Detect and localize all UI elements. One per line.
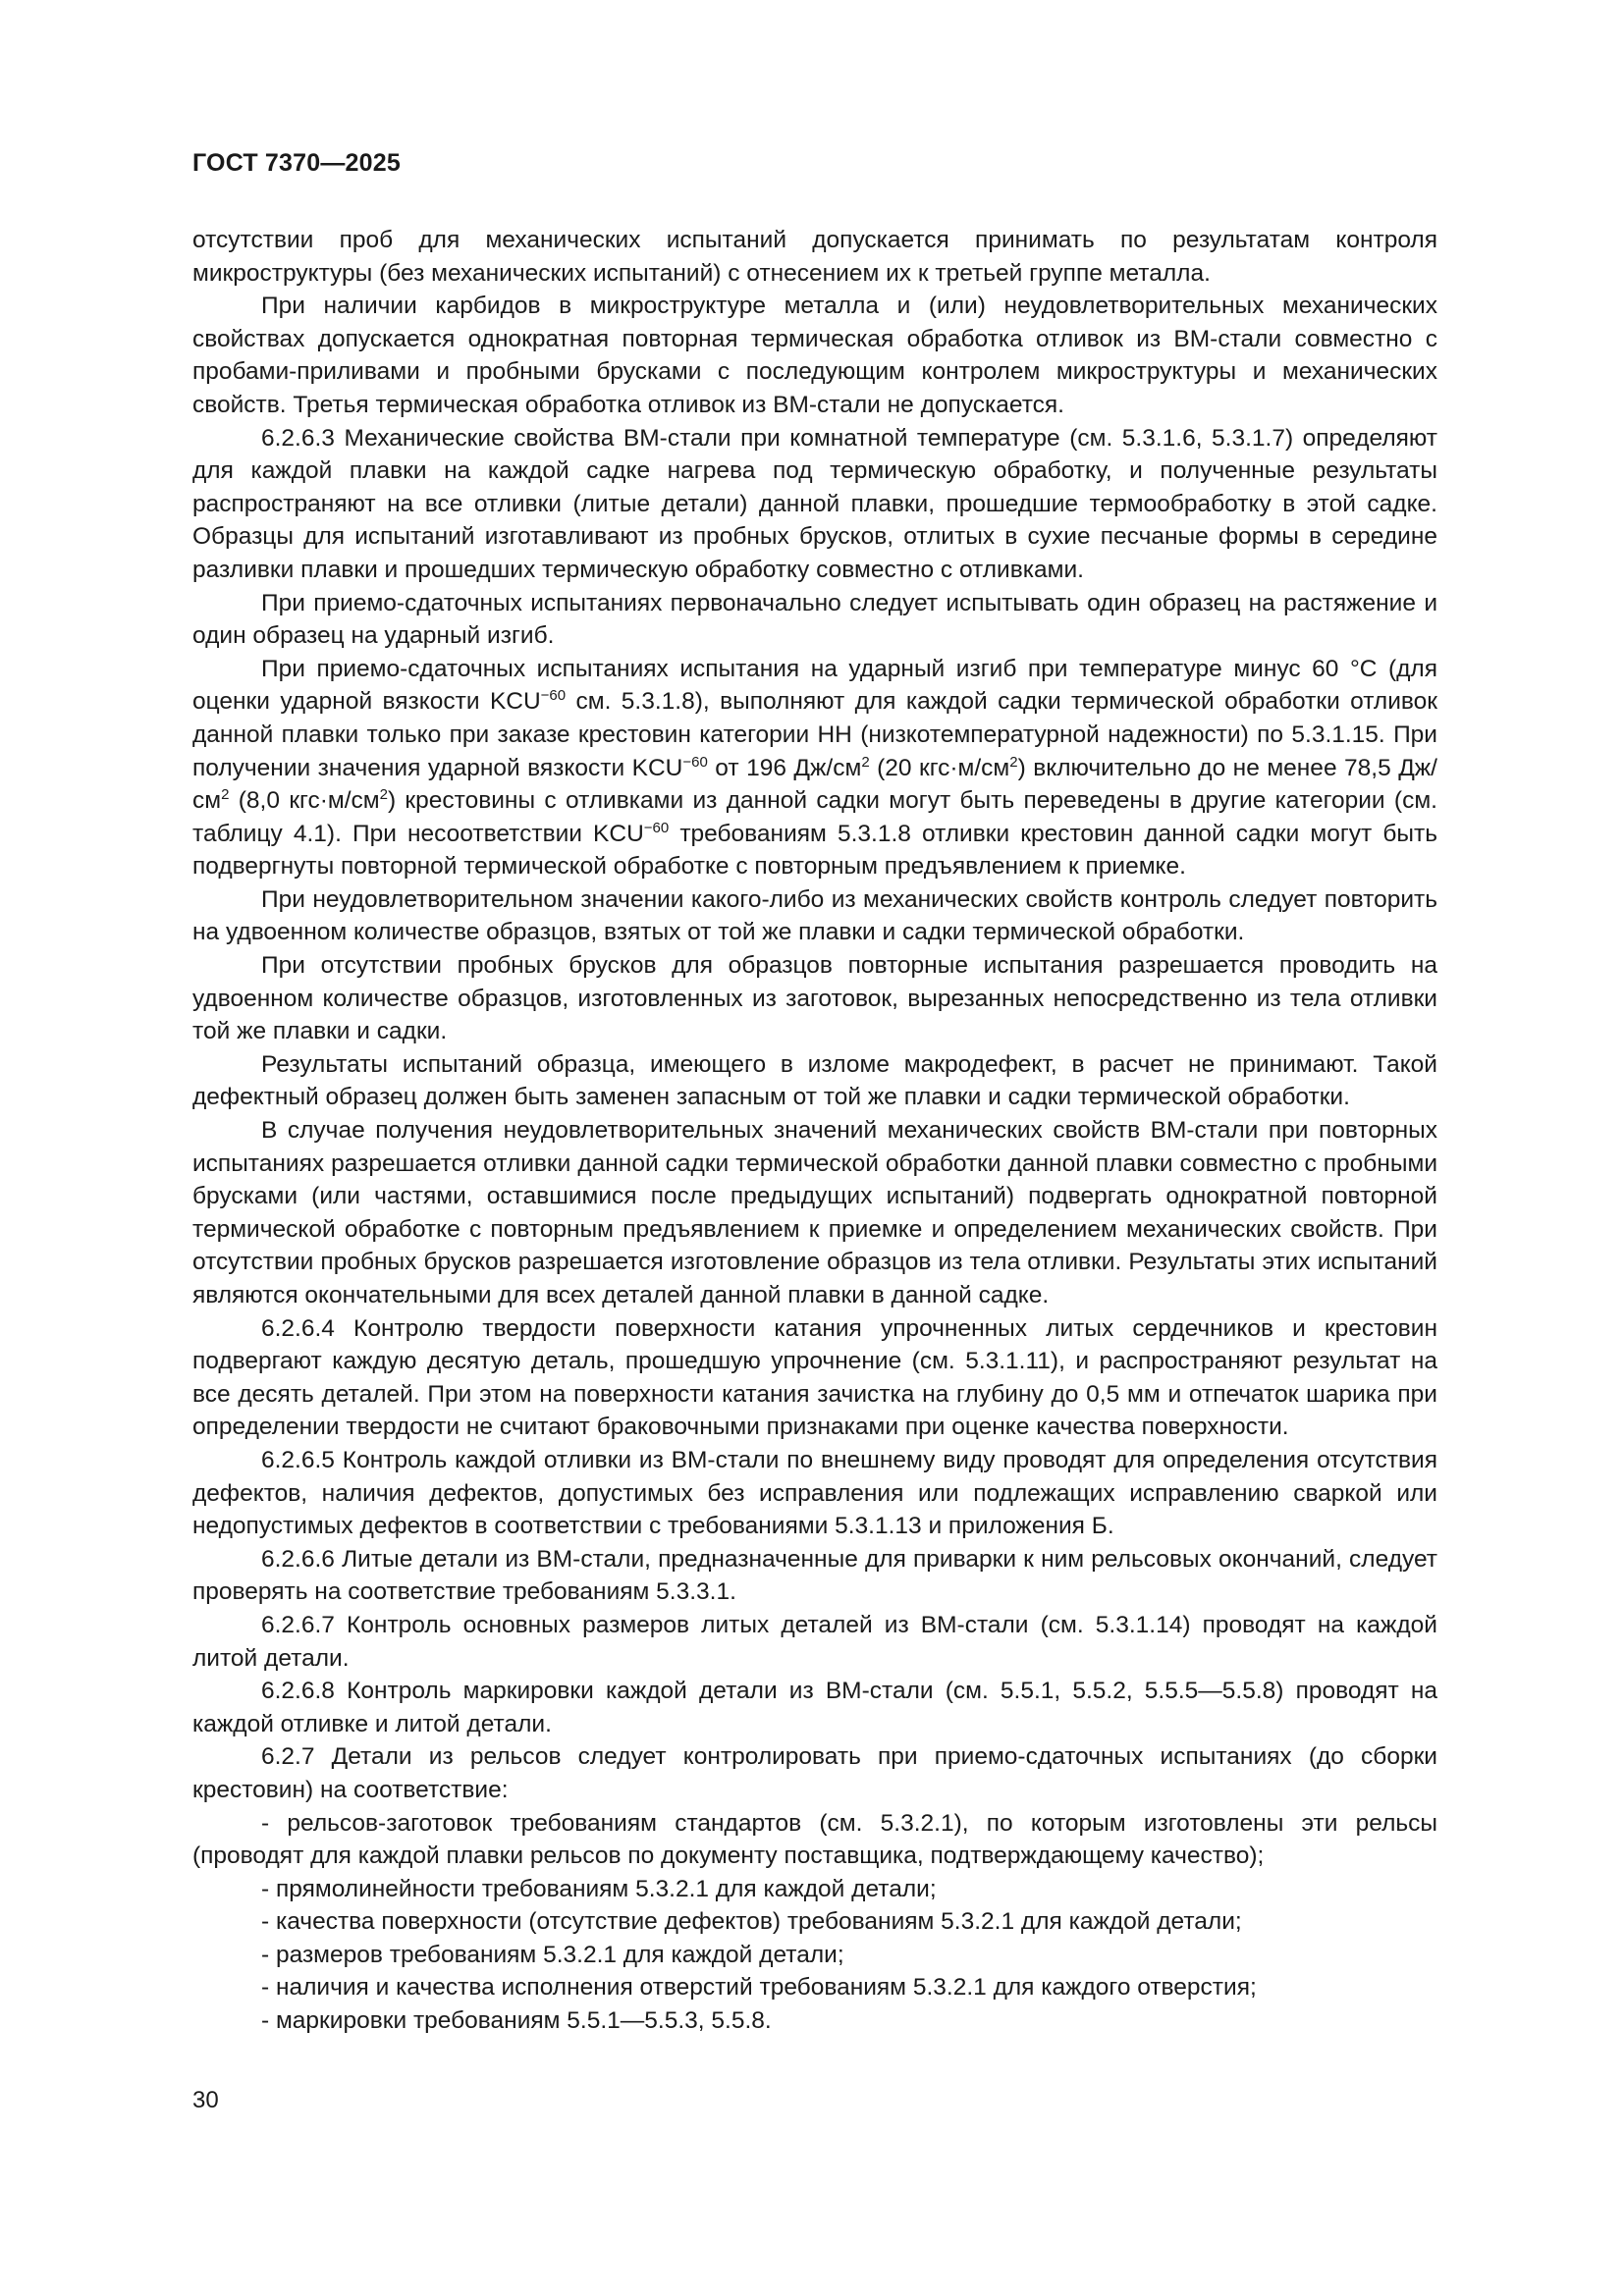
list-item: - качества поверхности (отсутствие дефектов) требованиям 5.3.2.1 для каждой детали; bbox=[261, 1908, 1242, 1936]
paragraph-6-2-6-4: 6.2.6.4 Контролю твердости поверхности катания упрочненных литых сердечников и крестовин подвергают каждую десятую деталь, прошедшую упрочнение (см. 5.3.1.11), и распространяют результат на все десять деталей. При этом на поверхности катания зачистка на глубину до 0,5 мм и отпечаток шарика при определении твердости не считают браковочными признаками при оценке качества поверхности. bbox=[192, 1314, 1437, 1441]
paragraph: При неудовлетворительном значении какого-либо из механических свойств контроль следует повторить на удвоенном количестве образцов, взятых от той же плавки и садки термической обработки. bbox=[192, 885, 1437, 946]
paragraph-6-2-6-6: 6.2.6.6 Литые детали из ВМ-стали, предназначенные для приварки к ним рельсовых окончаний, следует проверять на соответствие требованиям 5.3.3.1. bbox=[192, 1545, 1437, 1606]
paragraph-6-2-7: 6.2.7 Детали из рельсов следует контролировать при приемо-сдаточных испытаниях (до сборки крестовин) на соответствие: bbox=[192, 1743, 1437, 1803]
paragraph-6-2-6-5: 6.2.6.5 Контроль каждой отливки из ВМ-стали по внешнему виду проводят для определения отсутствия дефектов, наличия дефектов, допустимых без исправления или подлежащих исправлению сваркой или недопустимых дефектов в соответствии с требованиями 5.3.1.13 и приложения Б. bbox=[192, 1446, 1437, 1540]
list-item: - размеров требованиям 5.3.2.1 для каждой детали; bbox=[261, 1941, 844, 1968]
document-header: ГОСТ 7370—2025 bbox=[192, 149, 401, 177]
list-item: - маркировки требованиям 5.5.1—5.5.3, 5.5.8. bbox=[261, 2007, 772, 2035]
paragraph: При отсутствии пробных брусков для образцов повторные испытания разрешается проводить на удвоенном количестве образцов, изготовленных из заготовок, вырезанных непосредственно из тела отливки той же плавки и садки. bbox=[192, 952, 1437, 1045]
superscript: 2 bbox=[1009, 753, 1018, 771]
superscript: −60 bbox=[643, 819, 670, 836]
paragraph-6-2-6-8: 6.2.6.8 Контроль маркировки каждой детали из ВМ-стали (см. 5.5.1, 5.5.2, 5.5.5—5.5.8) проводят на каждой отливке и литой детали. bbox=[192, 1678, 1437, 1737]
text-fragment: ) крестовины с отливками из данной садки могут быть переведены в другие категории (см. таблицу 4.1). При несоответствии KCU bbox=[192, 787, 1437, 847]
text-fragment: требованиям 5.3.1.8 отливки крестовин данной садки могут быть подвергнуты повторной термической обработке с повторным предъявлением к приемке. bbox=[192, 820, 1437, 881]
paragraph: Результаты испытаний образца, имеющего в изломе макродефект, в расчет не принимают. Такой дефектный образец должен быть заменен запасным от той же плавки и садки термической обработки. bbox=[192, 1050, 1437, 1111]
list-item: - рельсов-заготовок требованиям стандартов (см. 5.3.2.1), по которым изготовлены эти рельсы (проводят для каждой плавки рельсов по документу поставщика, подтверждающему качество); bbox=[192, 1809, 1437, 1870]
paragraph-impact-test bbox=[192, 653, 1437, 883]
superscript: 2 bbox=[861, 753, 870, 771]
text-fragment: ) включительно до не менее 78,5 Дж/см bbox=[192, 754, 1437, 815]
paragraph-6-2-6-3: 6.2.6.3 Механические свойства ВМ-стали при комнатной температуре (см. 5.3.1.6, 5.3.1.7) определяют для каждой плавки на каждой садке нагрева под термическую обработку, и полученные результаты распространяют на все отливки (литые детали) данной плавки, прошедшие термообработку в этой садке. Образцы для испытаний изготавливают из пробных брусков, отлитых в сухие песчаные формы в середине разливки плавки и прошедших термическую обработку совместно с отливками. bbox=[192, 424, 1437, 583]
paragraph: При наличии карбидов в микроструктуре металла и (или) неудовлетворительных механических свойствах допускается однократная повторная термическая обработка отливок из ВМ-стали совместно с пробами-приливами и пробными брусками с последующим контролем микроструктуры и механических свойств. Третья термическая обработка отливок из ВМ-стали не допускается. bbox=[192, 293, 1437, 418]
page-number: 30 bbox=[192, 2087, 219, 2113]
paragraph: При приемо-сдаточных испытаниях первоначально следует испытывать один образец на растяжение и один образец на ударный изгиб. bbox=[192, 589, 1437, 650]
text-fragment: (20 кгс·м/см bbox=[869, 754, 1010, 781]
list-item: - наличия и качества исполнения отверстий требованиям 5.3.2.1 для каждого отверстия; bbox=[261, 1974, 1257, 2002]
text-fragment: При приемо-сдаточных испытаниях испытания на ударный изгиб при температуре минус 60 °С (для оценки ударной вязкости KCU bbox=[192, 655, 1437, 716]
text-fragment: от 196 Дж/см bbox=[707, 754, 862, 781]
paragraph: В случае получения неудовлетворительных значений механических свойств ВМ-стали при повторных испытаниях разрешается отливки данной садки термической обработки данной плавки совместно с пробными брусками (или частями, оставшимися после предыдущих испытаний) подвергать однократной повторной термической обработке с повторным предъявлением к приемке и определением механических свойств. При отсутствии пробных брусков разрешается изготовление образцов из тела отливки. Результаты этих испытаний являются окончательными для всех деталей данной плавки в данной садке. bbox=[192, 1117, 1437, 1308]
paragraph-6-2-6-7: 6.2.6.7 Контроль основных размеров литых деталей из ВМ-стали (см. 5.3.1.14) проводят на каждой литой детали. bbox=[192, 1611, 1437, 1672]
document-body bbox=[192, 224, 1437, 2038]
list-item: - прямолинейности требованиям 5.3.2.1 для каждой детали; bbox=[261, 1875, 937, 1902]
superscript: −60 bbox=[682, 753, 708, 771]
text-fragment: (8,0 кгс·м/см bbox=[229, 787, 380, 815]
text-fragment: см. 5.3.1.8), выполняют для каждой садки термической обработки отливок данной плавки только при заказе крестовин категории НН (низкотемпературной надежности) по 5.3.1.15. При получении значения ударной вязкости KCU bbox=[192, 688, 1437, 781]
superscript: 2 bbox=[379, 786, 388, 804]
paragraph: отсутствии проб для механических испытаний допускается принимать по результатам контроля микроструктуры (без механических испытаний) с отнесением их к третьей группе металла. bbox=[192, 227, 1437, 287]
superscript: −60 bbox=[540, 687, 567, 705]
superscript: 2 bbox=[221, 786, 230, 804]
